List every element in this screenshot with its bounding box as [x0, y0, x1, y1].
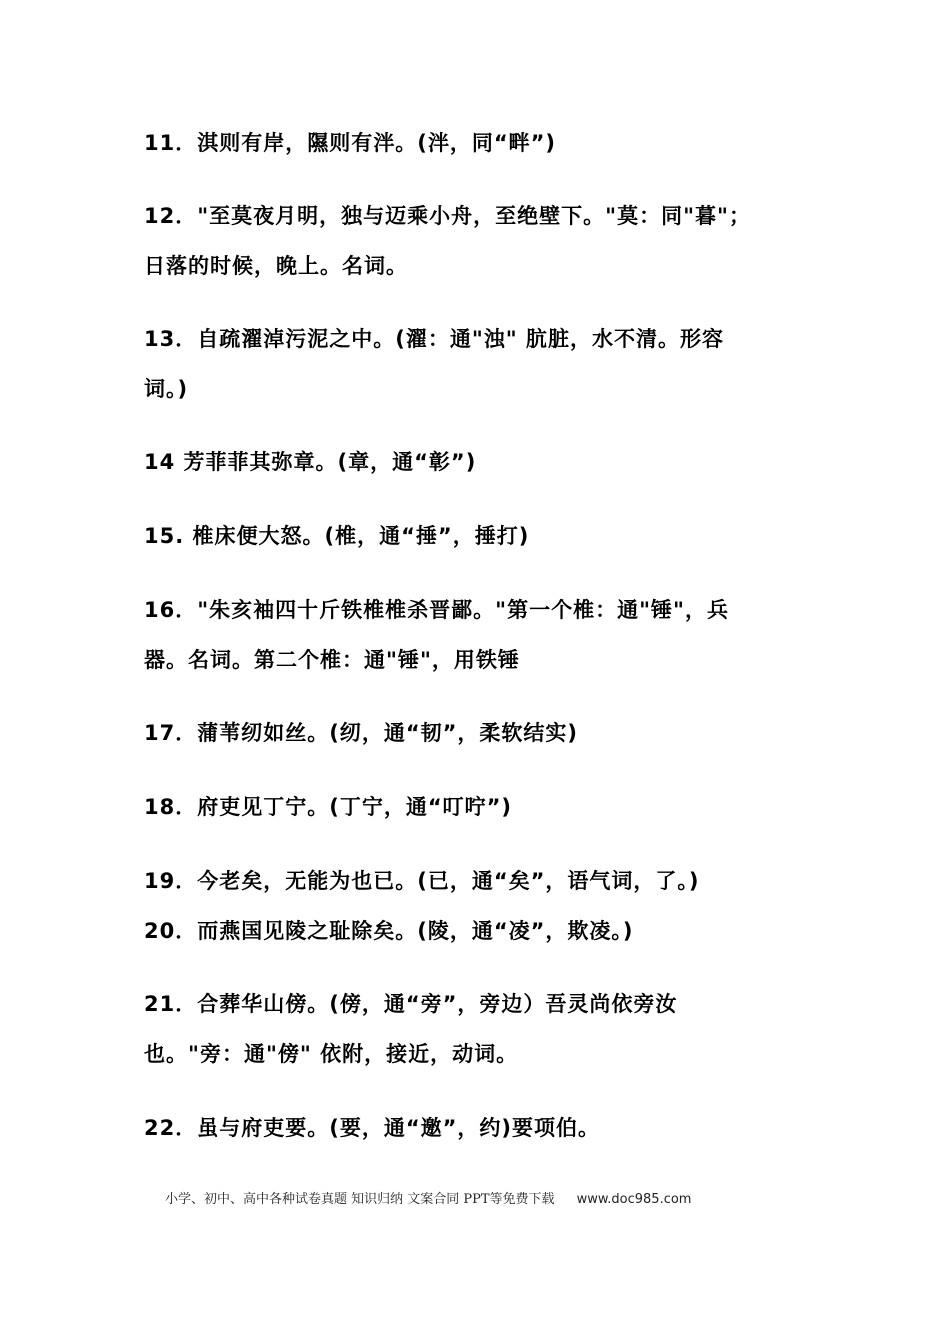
text-line-15: 15. 椎床便大怒。(椎，通“捶”，捶打) — [144, 524, 530, 548]
text-line-12: 12．"至莫夜月明，独与迈乘小舟，至绝壁下。"莫：同"暮"； — [144, 204, 751, 228]
text-line-22: 22．虽与府吏要。(要，通“邀”，约)要项伯。 — [144, 1116, 601, 1140]
footer-url[interactable]: www.doc985.com — [576, 1192, 692, 1207]
text-line-13-cont: 词。) — [144, 377, 189, 401]
text-line-13: 13．自疏濯淖污泥之中。(濯：通"浊" 肮脏，水不清。形容 — [144, 327, 725, 351]
text-line-16-cont: 器。名词。第二个椎：通"锤"，用铁锤 — [144, 648, 520, 672]
text-line-17: 17．蒲苇纫如丝。(纫，通“韧”，柔软结实) — [144, 721, 579, 745]
text-line-20: 20．而燕国见陵之耻除矣。(陵，通“凌”，欺凌。) — [144, 919, 634, 943]
text-line-21: 21．合葬华山傍。(傍，通“旁”，旁边）吾灵尚依旁汝 — [144, 992, 678, 1016]
text-line-11: 11．淇则有岸，隰则有泮。(泮，同“畔”) — [144, 131, 557, 155]
text-line-21-cont: 也。"旁：通"傍" 依附，接近，动词。 — [144, 1042, 519, 1066]
text-line-12-cont: 日落的时候，晚上。名词。 — [144, 254, 408, 278]
text-line-16: 16．"朱亥袖四十斤铁椎椎杀晋鄙。"第一个椎：通"锤"，兵 — [144, 598, 729, 622]
text-line-18: 18．府吏见丁宁。(丁宁，通“叮咛”) — [144, 795, 513, 819]
text-line-19: 19．今老矣，无能为也已。(已，通“矣”，语气词，了。) — [144, 869, 700, 893]
text-line-14: 14 芳菲菲其弥章。(章，通“彰”) — [144, 450, 477, 474]
page-footer — [165, 1190, 805, 1210]
footer-text: 小学、初中、高中各种试卷真题 知识归纳 文案合同 PPT等免费下载 — [165, 1192, 555, 1207]
